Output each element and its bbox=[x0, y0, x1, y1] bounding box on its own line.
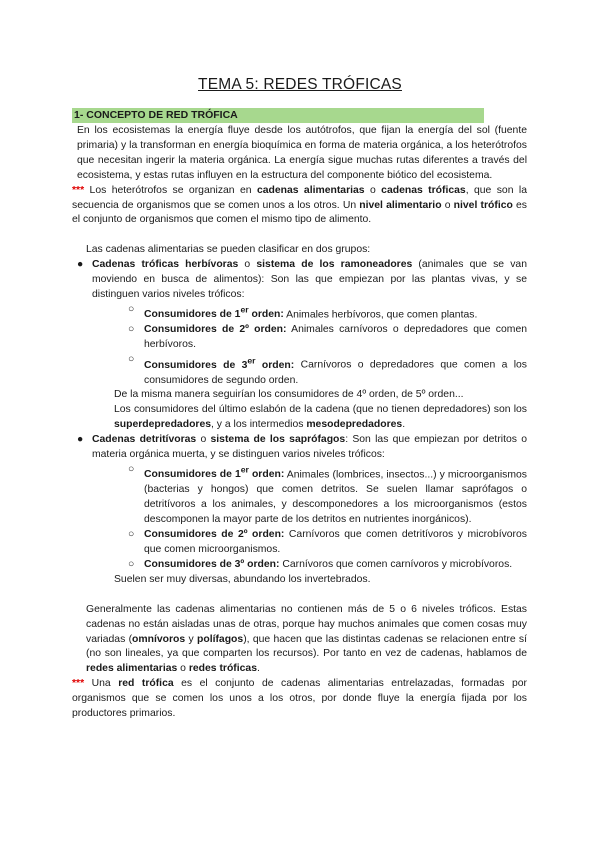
marker-asterisks: *** bbox=[72, 184, 85, 196]
sub-list-item: ○ Consumidores de 2º orden: Carnívoros que comen detritívoros y microbívoros que comen microorganismos. bbox=[128, 529, 527, 555]
circle-bullet-icon: ○ bbox=[128, 303, 135, 315]
document-body bbox=[72, 124, 527, 722]
sub-list-item: ○ Consumidores de 2º orden: Animales carnívoros o depredadores que comen herbívoros. bbox=[128, 324, 527, 351]
note-niveles: De la misma manera seguirían los consumidores de 4º orden, de 5º orden... bbox=[114, 389, 464, 401]
paragraph-cadenas: *** Los heterótrofos se organizan en cadenas alimentarias o cadenas tróficas, que son la secuencia de organismos que se comen unos a los otros. Un nivel alimentario o nivel trófico es el conjunto de organismos que comen el mismo tipo de alimento. bbox=[72, 184, 527, 226]
sub-list-item: ○ Consumidores de 3er orden: Carnívoros o depredadores que comen a los consumidores de segundo orden. bbox=[128, 354, 527, 386]
note-superdepredadores: Los consumidores del último eslabón de la cadena (que no tienen depredadores) son los superdepredadores, y a los intermedios mesodepredadores. bbox=[114, 404, 527, 431]
sub-list-item: ○ Consumidores de 3º orden: Carnívoros que comen carnívoros y microbívoros. bbox=[72, 558, 527, 573]
circle-bullet-icon: ○ bbox=[128, 463, 135, 475]
sub-list-item: ○ Consumidores de 1er orden: Animales herbívoros, que comen plantas. bbox=[128, 303, 478, 321]
list-item-herbivoras: ● Cadenas tróficas herbívoras o sistema de los ramoneadores (animales que se van moviendo en busca de alimentos): Son las que empiezan por las plantas vivas, y se distinguen varios niveles tróficos: bbox=[77, 259, 527, 301]
paragraph-ecosistemas: En los ecosistemas la energía fluye desde los autótrofos, que fijan la energía del sol (fuente primaria) y la transforman en energía bioquímica en forma de materia orgánica, a los heterótrofos que necesitan ingerir la materia orgánica. La energía sigue muchas rutas diferentes a través del ecosistema, y estas rutas influyen en la estructura del componente biótico del ecosistema. bbox=[77, 125, 527, 181]
bullet-icon: ● bbox=[77, 259, 84, 271]
list-item-detritivoras: ● Cadenas detritívoras o sistema de los saprófagos: Son las que empiezan por detritos o materia orgánica muerta, y se distinguen varios niveles tróficos: bbox=[77, 434, 527, 461]
paragraph-redes: Generalmente las cadenas alimentarias no contienen más de 5 o 6 niveles tróficos. Estas cadenas no están aisladas unas de otras, porque hay muchos animales que comen cosas muy variadas (omnívoros y polífagos), que hacen que las distintas cadenas se relacionen entre sí (no son lineales, ya que comparten los recursos). Por tanto en vez de cadenas, hablamos de redes alimentarias o redes tróficas. bbox=[86, 603, 527, 675]
groups-intro: Las cadenas alimentarias se pueden clasificar en dos grupos: bbox=[86, 244, 371, 256]
circle-bullet-icon: ○ bbox=[128, 324, 135, 336]
marker-asterisks: *** bbox=[72, 678, 85, 690]
circle-bullet-icon: ○ bbox=[128, 354, 135, 366]
sub-list-item: ○ Consumidores de 1er orden: Animales (lombrices, insectos...) y microorganismos (bacterias y hongos) que comen detritos. Se suelen llamar saprófagos o detritívoros a los animales, y descomponedores a los microorganismos (estos descomponen la mayor parte de los detritos en nutrientes inorgánicos). bbox=[128, 463, 527, 526]
section-heading: 1- CONCEPTO DE RED TRÓFICA bbox=[72, 108, 484, 123]
note-invertebrados: Suelen ser muy diversas, abundando los invertebrados. bbox=[114, 573, 371, 585]
circle-bullet-icon: ○ bbox=[128, 529, 135, 541]
circle-bullet-icon: ○ bbox=[128, 558, 135, 570]
bullet-icon: ● bbox=[77, 434, 84, 446]
page-title: TEMA 5: REDES TRÓFICAS bbox=[198, 76, 402, 93]
paragraph-red-trofica: *** Una red trófica es el conjunto de cadenas alimentarias entrelazadas, formadas por organismos que se comen los unos a los otros, por donde fluye la energía fijada por los productores primarios. bbox=[72, 678, 527, 720]
